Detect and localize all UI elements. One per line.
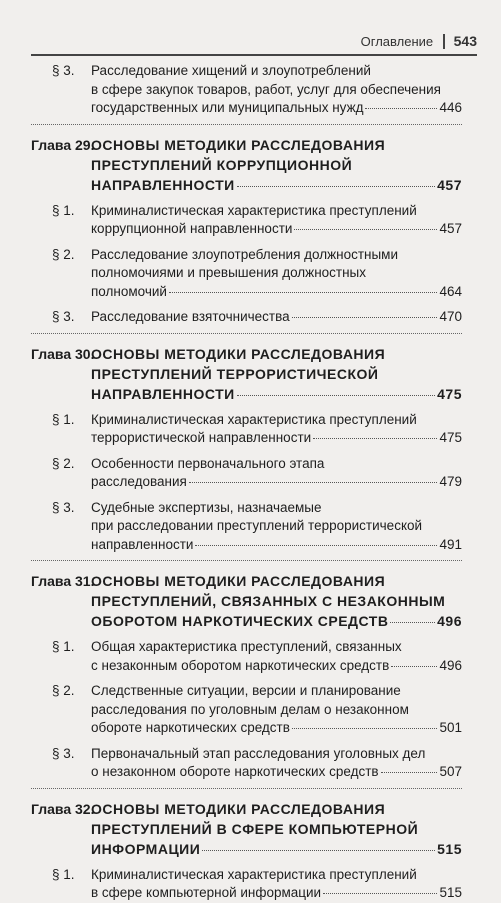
entry-title-line: в сфере компьютерной информации [91,885,322,900]
entry-page-number: 475 [437,385,462,402]
header-separator [443,34,445,49]
entry-title-line: расследования [91,474,187,489]
entry-title-line: ОСНОВЫ МЕТОДИКИ РАССЛЕДОВАНИЯ [91,800,386,817]
entry-page-number: 501 [439,720,462,735]
toc-chapter[interactable] [31,135,462,195]
entry-page-number: 479 [439,474,462,489]
entry-title-line: Расследование хищений и злоупотреблений [91,63,371,78]
entry-title-line: ПРЕСТУПЛЕНИЙ В СФЕРЕ КОМПЬЮТЕРНОЙ [91,820,419,837]
entry-page-number: 475 [439,430,462,445]
entry-title-line: Криминалистическая характеристика преступлений [91,411,417,427]
entry-title-line: Первоначальный этап расследования уголовных дел [91,745,426,761]
entry-page-number: 515 [437,840,462,857]
entry-title-line: НАПРАВЛЕННОСТИ [91,385,235,402]
entry-text [91,135,462,195]
dot-leader [195,545,437,546]
chapter-number: Глава 29. [31,136,95,153]
entry-title-line: обороте наркотических средств [91,720,290,735]
dot-leader [294,229,437,230]
entry-text [91,246,462,302]
section-number: § 1. [52,411,75,427]
entry-title-line: Криминалистическая характеристика преступлений [91,866,417,882]
entry-text [91,308,462,327]
entry-title-line: Расследование взяточничества [91,309,290,324]
entry-text [91,411,462,448]
toc-chapter[interactable] [31,799,462,859]
toc-chapter[interactable] [31,571,462,631]
entry-title-line: ОСНОВЫ МЕТОДИКИ РАССЛЕДОВАНИЯ [91,136,386,153]
section-number: § 1. [52,639,75,654]
entry-title-line: Криминалистическая характеристика преступлений [91,202,417,218]
entry-text [91,638,462,675]
toc-section[interactable] [31,638,462,675]
section-number: § 2. [52,455,75,471]
entry-page-number: 507 [439,764,462,779]
entry-title-line: Общая характеристика преступлений, связанных [91,639,402,654]
entry-text [91,745,462,782]
chapter-divider [31,788,462,789]
entry-title-line: государственных или муниципальных нужд [91,100,364,115]
chapter-divider [31,333,462,334]
entry-page-number: 464 [439,283,462,299]
toc-section[interactable] [31,202,462,239]
entry-text [91,682,462,738]
chapter-number: Глава 31. [31,573,95,589]
dot-leader [390,622,435,623]
entry-title-line: ПРЕСТУПЛЕНИЙ, СВЯЗАННЫХ С НЕЗАКОННЫМ [91,593,446,609]
entry-text [91,62,462,118]
entry-text [91,866,462,903]
section-number: § 1. [52,202,75,218]
toc-section[interactable] [31,455,462,492]
entry-title-line: при расследовании преступлений террористической [91,518,423,533]
entry-title-line: ИНФОРМАЦИИ [91,840,201,857]
entry-title-line: направленности [91,536,194,552]
entry-title-line: ОСНОВЫ МЕТОДИКИ РАССЛЕДОВАНИЯ [91,345,386,362]
entry-page-number: 457 [439,221,462,236]
section-number: § 2. [52,683,75,698]
chapter-number: Глава 32. [31,800,95,817]
table-of-contents [31,58,462,903]
entry-page-number: 457 [437,176,462,193]
entry-title-line: ПРЕСТУПЛЕНИЙ КОРРУПЦИОННОЙ [91,156,353,173]
section-number: § 3. [52,63,75,78]
header-rule [31,54,477,56]
page-number: 543 [453,33,477,49]
entry-title-line: полномочий [91,283,167,299]
entry-title-line: ПРЕСТУПЛЕНИЙ ТЕРРОРИСТИЧЕСКОЙ [91,365,379,382]
entry-text [91,202,462,239]
dot-leader [237,186,435,187]
chapter-divider [31,560,462,561]
entry-page-number: 446 [439,100,462,115]
toc-section[interactable] [31,308,462,327]
entry-page-number: 491 [439,536,462,552]
dot-leader [292,728,438,729]
entry-page-number: 515 [439,885,462,900]
dot-leader [237,395,435,396]
dot-leader [292,317,438,318]
entry-text [91,799,462,859]
chapter-divider [31,124,462,125]
entry-title-line: о незаконном обороте наркотических средств [91,764,379,779]
dot-leader [202,850,435,851]
section-number: § 3. [52,745,75,761]
entry-page-number: 470 [439,309,462,324]
entry-title-line: Следственные ситуации, версии и планирование [91,683,401,698]
toc-section[interactable] [31,62,462,118]
entry-title-line: расследования по уголовным делам о незаконном [91,701,409,717]
dot-leader [381,772,438,773]
entry-page-number: 496 [437,613,462,629]
entry-title-line: полномочиями и превышения должностных [91,265,367,280]
entry-text [91,455,462,492]
running-header [361,33,477,49]
toc-section[interactable] [31,745,462,782]
toc-section[interactable] [31,499,462,555]
entry-title-line: с незаконным оборотом наркотических средств [91,657,390,673]
dot-leader [313,438,437,439]
entry-text [91,344,462,404]
entry-title-line: Расследование злоупотребления должностными [91,246,399,262]
dot-leader [169,292,437,293]
entry-title-line: НАПРАВЛЕННОСТИ [91,176,235,193]
toc-section[interactable] [31,866,462,903]
entry-title-line: террористической направленности [91,430,312,445]
entry-title-line: Судебные экспертизы, назначаемые [91,499,322,515]
dot-leader [391,666,437,667]
dot-leader [189,482,438,483]
entry-title-line: ОСНОВЫ МЕТОДИКИ РАССЛЕДОВАНИЯ [91,573,386,589]
entry-title-line: коррупционной направленности [91,221,293,236]
entry-page-number: 496 [439,657,462,673]
section-number: § 3. [52,499,75,515]
toc-section[interactable] [31,411,462,448]
section-number: § 3. [52,309,75,324]
section-number: § 2. [52,246,75,262]
toc-section[interactable] [31,682,462,738]
entry-text [91,499,462,555]
section-number: § 1. [52,866,75,882]
entry-title-line: ОБОРОТОМ НАРКОТИЧЕСКИХ СРЕДСТВ [91,613,389,629]
chapter-number: Глава 30. [31,345,95,362]
entry-title-line: Особенности первоначального этапа [91,455,325,471]
entry-text [91,571,462,631]
toc-chapter[interactable] [31,344,462,404]
entry-title-line: в сфере закупок товаров, работ, услуг для обеспечения [91,81,441,97]
toc-section[interactable] [31,246,462,302]
dot-leader [323,893,437,894]
dot-leader [365,108,437,109]
header-title: Оглавление [360,33,434,49]
